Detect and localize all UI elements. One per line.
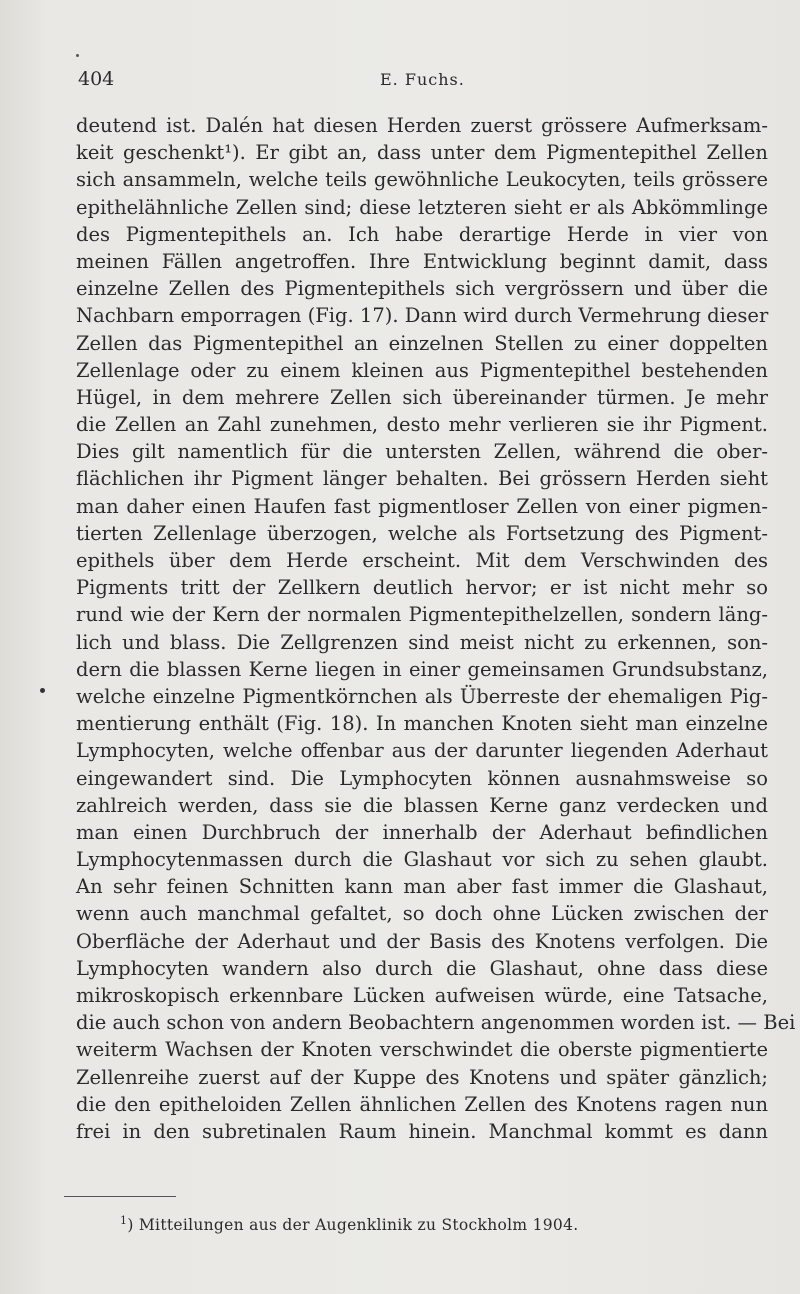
text-line: Nachbarn emporragen (Fig. 17). Dann wird durch Vermehrung dieser	[76, 304, 769, 328]
text-line: weiterm Wachsen der Knoten verschwindet die oberste pigmentierte	[76, 1038, 768, 1062]
text-line: die auch schon von andern Beobachtern angenommen worden ist. — Bei	[76, 1011, 796, 1035]
text-line: flächlichen ihr Pigment länger behalten. Bei grössern Herden sieht	[76, 467, 768, 491]
text-line: Hügel, in dem mehrere Zellen sich übereinander türmen. Je mehr	[76, 385, 768, 409]
text-line: eingewandert sind. Die Lymphocyten können ausnahmsweise so	[76, 766, 768, 790]
text-line: sich ansammeln, welche teils gewöhnliche Leukocyten, teils grössere	[76, 168, 768, 192]
footnote-marker: 1	[120, 1213, 128, 1227]
footnote	[120, 1213, 579, 1234]
running-head: E. Fuchs.	[380, 70, 465, 89]
text-line: epithels über dem Herde erscheint. Mit dem Verschwinden des	[76, 549, 768, 572]
text-line: welche einzelne Pigmentkörnchen als Überreste der ehemaligen Pig-	[76, 684, 768, 708]
text-line: Dies gilt namentlich für die untersten Zellen, während die ober-	[76, 440, 768, 464]
text-line: tierten Zellenlage überzogen, welche als Fortsetzung des Pigment-	[76, 521, 768, 545]
text-line: frei in den subretinalen Raum hinein. Manchmal kommt es dann	[76, 1119, 768, 1143]
text-line: meinen Fällen angetroffen. Ihre Entwicklung beginnt damit, dass	[76, 249, 768, 273]
text-line: zahlreich werden, dass sie die blassen Kerne ganz verdecken und	[76, 793, 768, 817]
text-line: man daher einen Haufen fast pigmentloser Zellen von einer pigmen-	[76, 494, 768, 518]
text-line: die Zellen an Zahl zunehmen, desto mehr verlieren sie ihr Pigment.	[76, 413, 768, 437]
print-speck	[76, 54, 79, 57]
text-line: An sehr feinen Schnitten kann man aber fast immer die Glashaut,	[76, 875, 768, 899]
text-line: des Pigmentepithels an. Ich habe derartige Herde in vier von	[76, 222, 768, 246]
text-line: Zellenlage oder zu einem kleinen aus Pigmentepithel bestehenden	[76, 358, 768, 382]
text-line: man einen Durchbruch der innerhalb der Aderhaut befindlichen	[76, 820, 768, 844]
text-line: wenn auch manchmal gefaltet, so doch ohne Lücken zwischen der	[76, 902, 768, 926]
text-line: dern die blassen Kerne liegen in einer gemeinsamen Grundsubstanz,	[76, 657, 768, 681]
text-line: keit geschenkt¹). Er gibt an, dass unter dem Pigmentepithel Zellen	[76, 141, 768, 165]
text-line: Pigments tritt der Zellkern deutlich hervor; er ist nicht mehr so	[76, 576, 768, 600]
text-line: Oberfläche der Aderhaut und der Basis des Knotens verfolgen. Die	[76, 929, 768, 953]
text-line: die den epitheloiden Zellen ähnlichen Zellen des Knotens ragen nun	[76, 1092, 768, 1116]
body-text	[76, 112, 796, 1145]
page-number: 404	[78, 68, 115, 90]
margin-dot	[40, 688, 45, 693]
text-line: mentierung enthält (Fig. 18). In manchen Knoten sieht man einzelne	[76, 712, 768, 736]
text-line: mikroskopisch erkennbare Lücken aufweisen würde, eine Tatsache,	[76, 984, 768, 1007]
footnote-rule	[64, 1196, 176, 1197]
text-line: Lymphocytenmassen durch die Glashaut vor sich zu sehen glaubt.	[76, 848, 768, 872]
text-line: deutend ist. Dalén hat diesen Herden zuerst grössere Aufmerksam-	[76, 114, 768, 137]
text-line: Zellenreihe zuerst auf der Kuppe des Knotens und später gänzlich;	[76, 1065, 768, 1089]
text-line: rund wie der Kern der normalen Pigmentepithelzellen, sondern läng-	[76, 603, 768, 627]
text-line: Lymphocyten wandern also durch die Glashaut, ohne dass diese	[76, 956, 768, 980]
text-line: lich und blass. Die Zellgrenzen sind meist nicht zu erkennen, son-	[76, 630, 768, 654]
footnote-text: ) Mitteilungen aus der Augenklinik zu Stockholm 1904.	[127, 1216, 579, 1234]
text-line: einzelne Zellen des Pigmentepithels sich vergrössern und über die	[76, 277, 768, 301]
text-line: Lymphocyten, welche offenbar aus der darunter liegenden Aderhaut	[76, 739, 768, 763]
text-line: Zellen das Pigmentepithel an einzelnen Stellen zu einer doppelten	[76, 331, 768, 355]
text-line: epithelähnliche Zellen sind; diese letzteren sieht er als Abkömmlinge	[76, 195, 768, 219]
page-header	[78, 68, 768, 98]
